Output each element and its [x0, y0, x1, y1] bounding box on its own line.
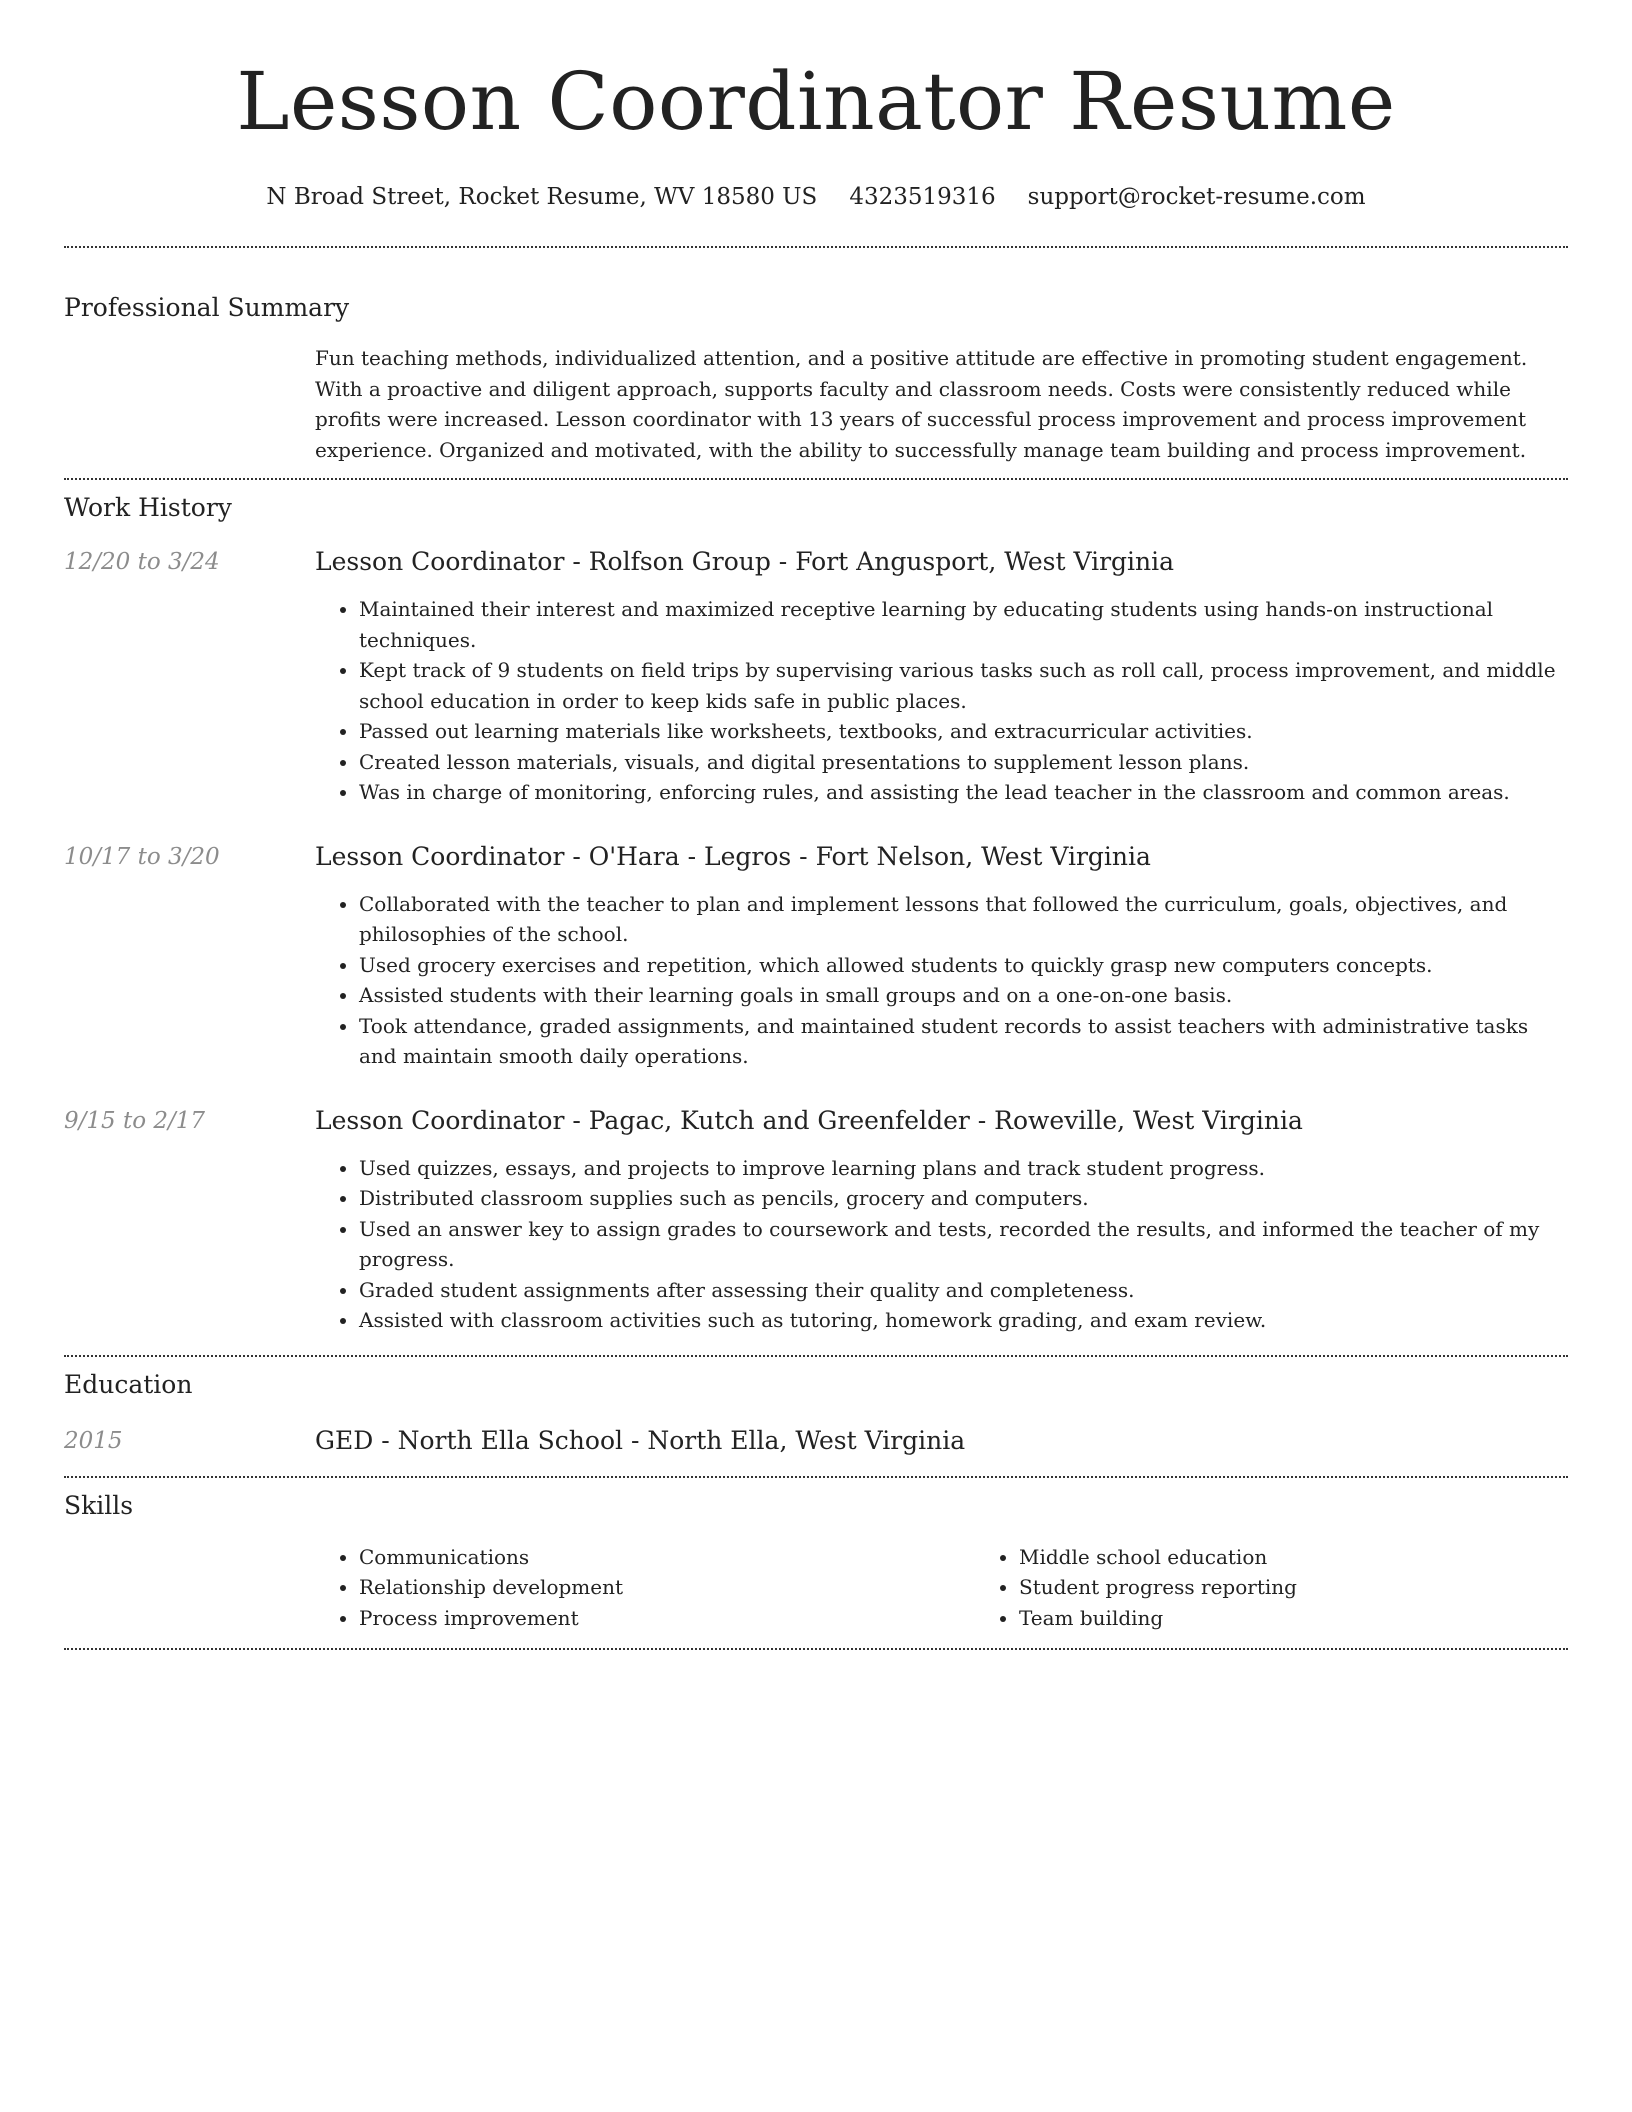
section-title-education: Education	[64, 1369, 193, 1399]
section-work-history	[64, 480, 1568, 1336]
job-entry	[64, 1105, 1568, 1336]
skills-list-left	[315, 1542, 975, 1634]
skill-item: • Team building	[1019, 1603, 1632, 1634]
job-entry	[64, 546, 1568, 808]
list-item: • Distributed classroom supplies such as pencils, grocery and computers.	[359, 1183, 1568, 1214]
list-item: • Graded student assignments after assessing their quality and completeness.	[359, 1275, 1568, 1306]
list-item: • Was in charge of monitoring, enforcing rules, and assisting the lead teacher in the classroom and common areas.	[359, 777, 1568, 808]
summary-spacer	[64, 343, 315, 465]
list-item: • Assisted with classroom activities such as tutoring, homework grading, and exam review.	[359, 1305, 1568, 1336]
contact-phone: 4323519316	[849, 184, 996, 210]
divider	[64, 1648, 1568, 1650]
section-title-summary: Professional Summary	[64, 293, 350, 322]
skills-grid	[315, 1542, 1632, 1634]
job-dates: 12/20 to 3/24	[64, 549, 220, 575]
job-bullets	[315, 594, 1568, 808]
job-title: Lesson Coordinator - O'Hara - Legros - Fort Nelson, West Virginia	[315, 841, 1151, 871]
job-bullets	[315, 889, 1568, 1072]
job-title: Lesson Coordinator - Pagac, Kutch and Greenfelder - Roweville, West Virginia	[315, 1105, 1303, 1135]
education-degree: GED - North Ella School - North Ella, West Virginia	[315, 1425, 966, 1455]
list-item: • Kept track of 9 students on field trips by supervising various tasks such as roll call, process improvement, and middle school education in order to keep kids safe in public places.	[359, 655, 1568, 716]
education-entry	[64, 1425, 1568, 1457]
resume-header	[64, 0, 1568, 212]
contact-address: N Broad Street, Rocket Resume, WV 18580 US	[266, 184, 818, 210]
contact-info	[64, 182, 1568, 212]
skill-item: • Process improvement	[359, 1603, 975, 1634]
section-education	[64, 1357, 1568, 1457]
page-title: Lesson Coordinator Resume	[236, 55, 1396, 148]
list-item: • Maintained their interest and maximized receptive learning by educating students using hands-on instructional techniques.	[359, 594, 1568, 655]
job-dates: 10/17 to 3/20	[64, 843, 220, 870]
list-item: • Collaborated with the teacher to plan and implement lessons that followed the curriculum, goals, objectives, and philosophies of the school.	[359, 889, 1568, 950]
education-year: 2015	[64, 1427, 123, 1454]
skill-item: • Communications	[359, 1542, 975, 1573]
section-skills	[64, 1478, 1568, 1634]
section-summary	[64, 248, 1568, 465]
skills-list-right	[975, 1542, 1632, 1634]
list-item: • Took attendance, graded assignments, and maintained student records to assist teachers with administrative tasks and maintain smooth daily operations.	[359, 1011, 1568, 1072]
job-bullets	[315, 1153, 1568, 1336]
job-dates: 9/15 to 2/17	[64, 1107, 206, 1134]
job-title: Lesson Coordinator - Rolfson Group - Fort Angusport, West Virginia	[315, 547, 1175, 576]
list-item: • Used an answer key to assign grades to coursework and tests, recorded the results, and informed the teacher of my progress.	[359, 1214, 1568, 1275]
skill-item: • Relationship development	[359, 1572, 975, 1603]
list-item: • Used grocery exercises and repetition, which allowed students to quickly grasp new computers concepts.	[359, 950, 1568, 981]
section-title-skills: Skills	[64, 1490, 134, 1520]
job-entry	[64, 841, 1568, 1072]
skill-item: • Middle school education	[1019, 1542, 1632, 1573]
list-item: • Passed out learning materials like worksheets, textbooks, and extracurricular activities.	[359, 716, 1568, 747]
list-item: • Created lesson materials, visuals, and digital presentations to supplement lesson plans.	[359, 747, 1568, 778]
summary-text: Fun teaching methods, individualized attention, and a positive attitude are effective in promoting student engagement. With a proactive and diligent approach, supports faculty and classroom needs. Costs were consistently reduced while profits were increased. Lesson coordinator with 13 years of successful process improvement and process improvement experience. Organized and motivated, with the ability to successfully manage team building and process improvement.	[315, 346, 1528, 462]
list-item: • Assisted students with their learning goals in small groups and on a one-on-one basis.	[359, 980, 1568, 1011]
contact-email: support@rocket-resume.com	[1027, 184, 1366, 210]
skill-item: • Student progress reporting	[1019, 1572, 1632, 1603]
skills-spacer	[64, 1542, 315, 1634]
list-item: • Used quizzes, essays, and projects to improve learning plans and track student progress.	[359, 1153, 1568, 1184]
section-title-work: Work History	[64, 493, 232, 522]
